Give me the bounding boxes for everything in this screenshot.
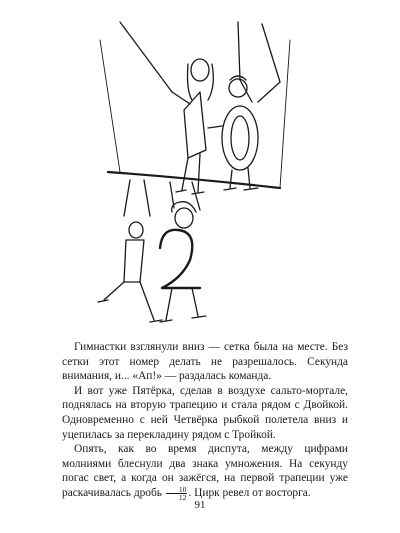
paragraph-3-end: . Цирк ревел от восторга. <box>188 487 311 500</box>
upper-rope-right <box>238 22 240 80</box>
trapeze-bar <box>108 172 280 188</box>
trapeze-digits-illustration <box>80 20 310 330</box>
fraction-numerator: 10 <box>166 486 188 494</box>
digit-zero-upper-figure <box>208 76 280 190</box>
upper-rope-left <box>120 22 172 92</box>
paragraph-2: И вот уже Пятёрка, сделав в воздухе сальто-мортале, поднялась на вторую трапецию и стала рядом с Двойкой. Одновременно с ней Четвёрка рыбкой полетела вниз и уцепилась за перекладину рядом с Тройкой. <box>62 384 348 441</box>
paragraph-3-start: Опять, как во время диспута, между цифрами молниями блеснули два знака умножения. На секунду погас свет, а когда он зажёгся, на первой трапеции уже раскачивалась дробь <box>62 443 348 500</box>
digit-one-upper-figure <box>172 59 213 194</box>
paragraph-3 <box>62 442 348 501</box>
page-number: 91 <box>194 499 206 511</box>
upper-rope-far-right <box>262 24 280 82</box>
fraction-denominator: 12 <box>178 492 187 502</box>
body-text <box>62 340 348 501</box>
paragraph-1: Гимнастки взглянули вниз — сетка была на месте. Без сетки этот номер делать не разрешалось. Секунда внимания, и... «Ап!» — раздалась команда. <box>62 341 348 383</box>
digit-one-lower-figure <box>98 180 162 322</box>
digit-two-lower-figure <box>160 182 206 322</box>
